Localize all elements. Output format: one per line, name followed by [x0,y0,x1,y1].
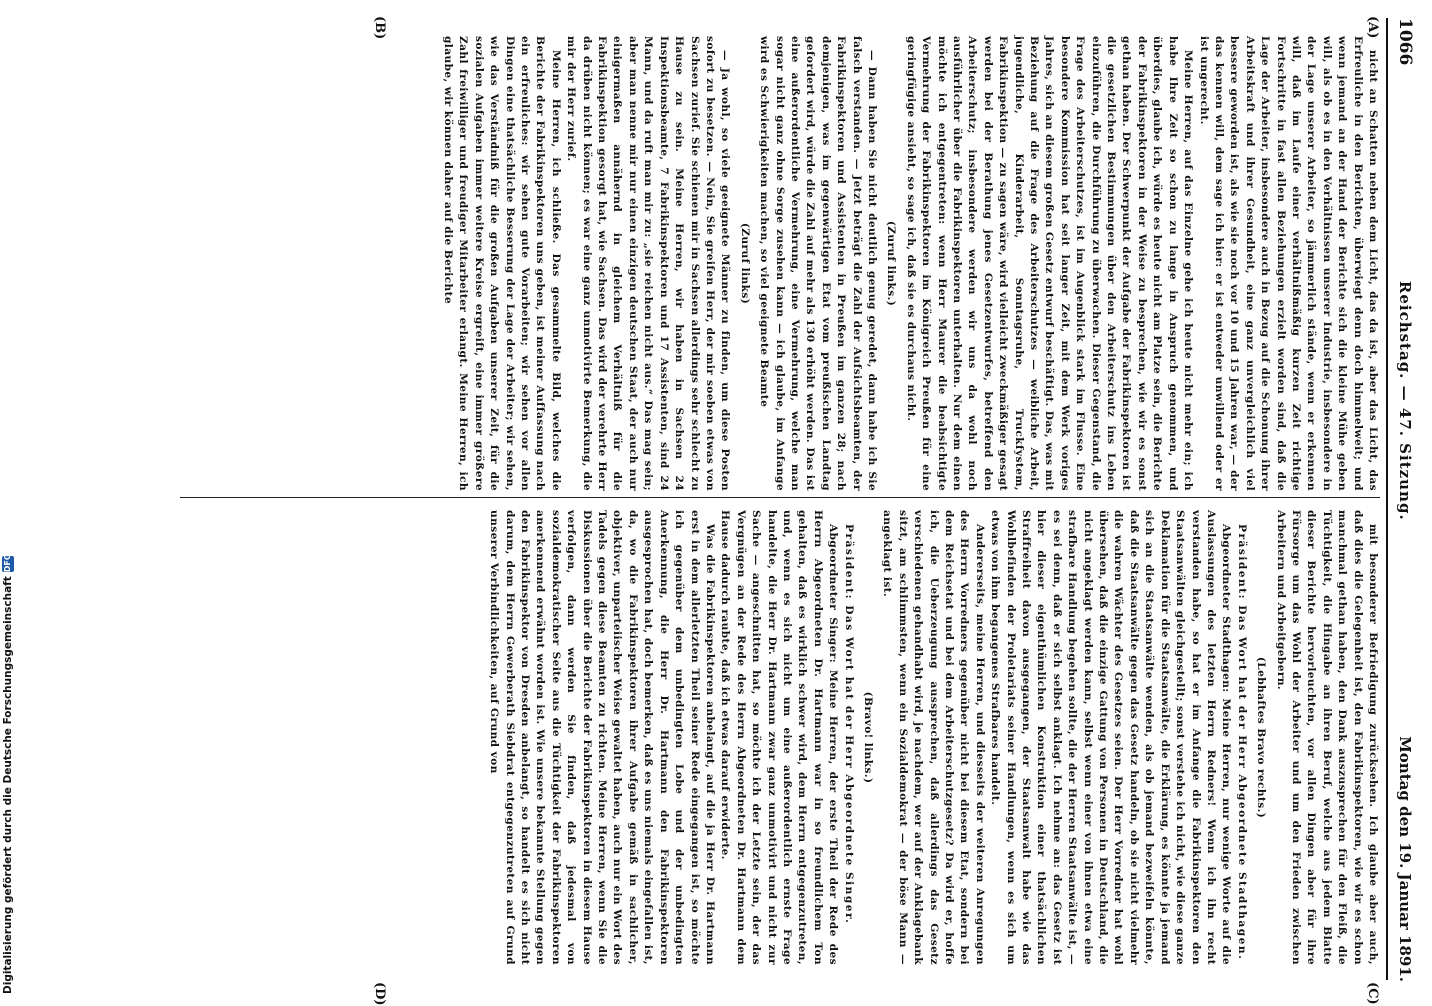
interjection: (Zuruf links) [738,222,751,305]
speaker-paragraph: Präsident: Das Wort hat der Herr Abgeordnete Singer. [842,524,855,925]
paragraph: Andererseits, meine Herren, und diesseits der weiteren Anregungen des Herrn Vorredners gegenüber nicht bei diesem Etat, sondern bei dem Reichsetat und bei dem Arbeiterschutzgesetz? Da wird er, hoffe ich, die Ueberzeugung aussprechen, daß allerdings das Gesetz verschiedenen gehandhabt wird, je nachdem, wer auf der Anklagebank sitzt, am schlimmsten, wenn ein Sozialdemokrat — der böse Mann — angeklagt ist. [881,510,986,965]
paragraph: mit besonderer Befriedigung zurücksehen. Ich glaube aber auch, daß dies die Gelegenheit ist, den Fabrikinspektoren, wie wir es schon manchmal gethan haben, den Dank auszusprechen für den Fleiß, die Tüchtigkeit, die Hingabe an ihren Beruf, welche aus jedem Blatte dieser Berichte hervorleuchten, vor allen Dingen aber für ihre Fürsorge um das Wohl der Arbeiter und um den Frieden zwischen Arbeitern und Arbeitgebern. [1274,510,1379,965]
interjection: (Lebhaftes Bravo rechts.) [1255,656,1268,819]
margin-marker-c: (C) [1365,982,1380,1005]
header-date: Montag den 19. Januar 1891. [1396,736,1414,982]
left-column [440,36,1380,491]
dfg-logo-icon: DFG [3,553,12,573]
paragraph: nicht an Schatten neben dem Licht, das da ist, aber das Licht, das Erfreuliche in den Berichten, überwiegt denn doch himmelweit; und wenn jemand an der Hand der Berichte sich die kleine Mühe geben will, als ob es in den Verhältnissen unserer Industrie, insbesondere in der Lage unserer Arbeiter, so jämmerlich stände, wenn er erkennen will, daß im Laufe einer verhältnißmäßig kurzen Zeit richtige Fortschritte in fast allen Beziehungen erzielt worden sind, daß die Lage der Arbeiter, insbesondere auch in Bezug auf die Schonung ihrer Arbeitskraft und ihrer Gesundheit, eine ganz unvergleichlich viel bessere geworden ist, als wie sie noch vor 10 und 15 Jahren war, — der das kennen will, dem sage ich hier: er ist entweder unwillend oder er ist ungerecht. [1197,36,1379,491]
interjection: (Bravo! links.) [862,691,874,784]
digitization-footer [0,0,22,1000]
paragraph: Meine Herren, ich schließe. Das gesammelte Bild, welches die Berichte der Fabrikinspektoren uns geben, ist meiner Auffassung nach ein erfreuliches: wir sehen gute Vorarbeiten; wir sehen vor allen Dingen eine thatsächliche Besserung der Lage der Arbeiter; wir sehen, wie das Verständniß für die großen Aufgaben unserer Zeit, für die sozialen Aufgaben immer weitere Kreise ergreift, eine immer größere Zahl freiwilliger und freudiger Mitarbeiter erlangt. Meine Herren, ich glaube, wir können daher auf die Berichte [442,36,562,491]
margin-marker-b: (B) [372,16,387,40]
margin-marker-d: (D) [372,982,387,1006]
column-divider [180,497,1380,498]
header-rule [1386,18,1388,980]
header-session: Reichstag. — 47. Sitzung. [1396,280,1414,521]
paragraph: — Ja wohl, so viele geeignete Männer zu finden, um diese Posten sofort zu besetzen. — Nein, Sie greifen Herr, der mir soeben etwas von Sachsen zurief. Sie schienen mir in Sachsen allerdings sehr schlecht zu Hause zu sein. Meine Herren, wir haben in Sachsen 24 Inspektionsbeamte, 7 Fabrikinspektoren und 17 Assistenten, sind 24 Mann, und da ruft man mir zu: „sie reichen nicht aus.“ Das mag sein; aber man nenne mir nur einen einzigen deutschen Staat, der auch nur einigermaßen annähernd in gleichem Verhältniß für die Fabrikinspektion gesorgt hat, wie Sachsen. Das wird der verehrte Herr da drüben nicht können; es war eine ganz unmotivirte Bemerkung, die mir der Herr zurief. [565,36,732,491]
margin-marker-a: (A) [1365,16,1380,39]
paragraph: Meine Herren, auf das Einzelne gehe ich heute nicht mehr ein; ich habe Ihre Zeit so schon zu lange in Anspruch genommen, und überdies, glaube ich, würde es heute nicht am Platze sein, die Berichte der Fabrikinspektoren in der Weise zu besprechen, wie wir es sonst gethan haben. Der Schwerpunkt der Aufgabe der Fabrikinspektoren ist die gesetzlichen Bestimmungen über den Arbeiterschutz ins Leben einzuführen, die Durchführung zu überwachen. Dieser Gegenstand, die Frage des Arbeiterschutzes, ist im Augenblick stark im Flusse. Eine besondere Kommission hat seit langer Zeit, mit dem Werk voriges Jahres, sich an diesem großen Gesetz entwurf beschäftigt. Das, was mit Beziehung auf die Frage des Arbeiterschutzes — weibliche Arbeit, jugendliche, Kinderarbeit, Sonntagsruhe, Truckfystem, Fabrikinspektion — zu sagen wäre, wird vielleicht zweckmäßiger gesagt werden bei der Berathung jenes Gesetzentwurfes, betreffend den Arbeiterschutz; insbesondere werden wir uns da wohl noch ausführlicher über die Fabrikinspektoren unterhalten. Nur dem einen möchte ich entgegentreten: wenn Herr Maurer die beabsichtigte Vermehrung der Fabrikinspektoren im Königreich Preußen für eine geringfügige ansieht, so sage ich, daß sie es durchaus nicht. [904,36,1195,491]
paragraph: Abgeordneter Stadthagen: Meine Herren, nur wenige Worte auf die Auslassungen des letzten Herrn Redners! Wenn ich ihn recht verstanden habe, so hat er im Anfange die Fabrikinspektoren den Staatsanwälten gleichgestellt; sonst verstehe ich nicht, wie diese ganze Deklamation für die Staatsanwälte, die Erklärung, es könnte ja jemand sich an die Staatsanwälte wenden, als ob jemand bezweifeln könnte, daß die Staatsanwälte gegen das Gesetz handeln, ob sie nicht vielmehr die wahren Wächter des Gesetzes seien. Der Herr Vorredner hat wohl übersehen, daß die einzige Gattung von Personen in Deutschland, die nicht angeklagt werden kann, selbst wenn einer von ihnen etwa eine strafbare Handlung begehen sollte, die der Herren Staatsanwälte ist, — es sei denn, daß er sich selbst anklagt. Ich nehme an: das Gesetz ist hier dieser eigenthümlichen Konstruktion einer thatsächlichen Straffreiheit davon ausgegangen, der Staatsanwalt habe wie das Wohlbefinden der Proletariats seiner Handlungen, wenn es sich um etwas von ihm begangenes Strafbares handelt. [989,510,1233,965]
footer-credit-text: Digitalisierung gefördert durch die Deutsche Forschungsgemeinschaft [2,576,14,994]
right-column [486,510,1380,965]
page-header [1392,18,1418,982]
interjection: (Zuruf links.) [885,220,898,307]
speaker-paragraph: Präsident: Das Wort hat der Herr Abgeordnete Stadthagen. [1235,524,1248,961]
page-number: 1066 [1395,18,1415,66]
paragraph: — Dann haben Sie nicht deutlich genug geredet, dann habe ich Sie falsch verstanden. — Jetzt beträgt die Zahl der Aufsichtsbeamten, der Fabrikinspektoren und Assistenten in Preußen im ganzen 28; nach demjenigen, was im gegenwärtigen Etat vom preußischen Landtag gefordert wird, würde die Zahl auf mehr als 130 erhöht werden. Das ist eine außerordentliche Vermehrung, eine Vermehrung, welche man sogar nicht ganz ohne Sorge zusehen kann — ich glaube, im Anfange wird es Schwierigkeiten machen, so viel geeignete Beamte [758,36,878,491]
paragraph: Was die Fabrikinspektoren anbelangt, auf die ja Herr Dr. Hartmann erst in dem allerletzten Theil seiner Rede eingegangen ist, so möchte ich gegenüber dem unbedingten Lobe und der unbedingten Anerkennung, die Herr Dr. Hartmann den Fabrikinspektoren ausgesprochen hat, doch bemerken, daß es uns niemals eingefallen ist, da, wo die Fabrikinspektoren ihrer Aufgabe gemäß in sachlicher, objektiver, unparteiischer Weise gewaltet haben, auch nur ein Wort des Tadels gegen diese Beamten zu richten. Meine Herren, wenn Sie die Diskussionen über die Berichte der Fabrikinspektoren in diesem Hause verfolgen, dann werden Sie finden, daß jedesmal von sozialdemokratischer Seite aus die Tüchtigkeit der Fabrikinspektoren anerkennend erwähnt worden ist. Wie unsere bekannte Stellung gegen den Fabrikinspektor von Dresden anbelangt, so handelt es sich nicht darum, dem Herrn Gewerberath Siebdrat entgegenzutreten auf Grund unserer Verbindlichkeiten, auf Grund von [488,510,716,965]
footer-credit [2,553,14,994]
paragraph: Abgeordneter Singer: Meine Herren, der erste Theil der Rede des Herrn Abgeordneten Dr. Hartmann war in so freundlichem Ton gehalten, daß es wirklich schwer wird, dem Herrn entgegenzutreten, und, wenn es sich nicht um eine außerordentlich ernste Frage handelte, die Herr Dr. Hartmann zwar ganz unmotivirt und nicht zur Sache — angeschnitten hat, so möchte ich der Letzte sein, der das Vergnügen an der Rede des Herrn Abgeordneten Dr. Hartmann dem Hause dadurch raubte, daß ich etwas darauf erwiderte. [719,510,840,965]
